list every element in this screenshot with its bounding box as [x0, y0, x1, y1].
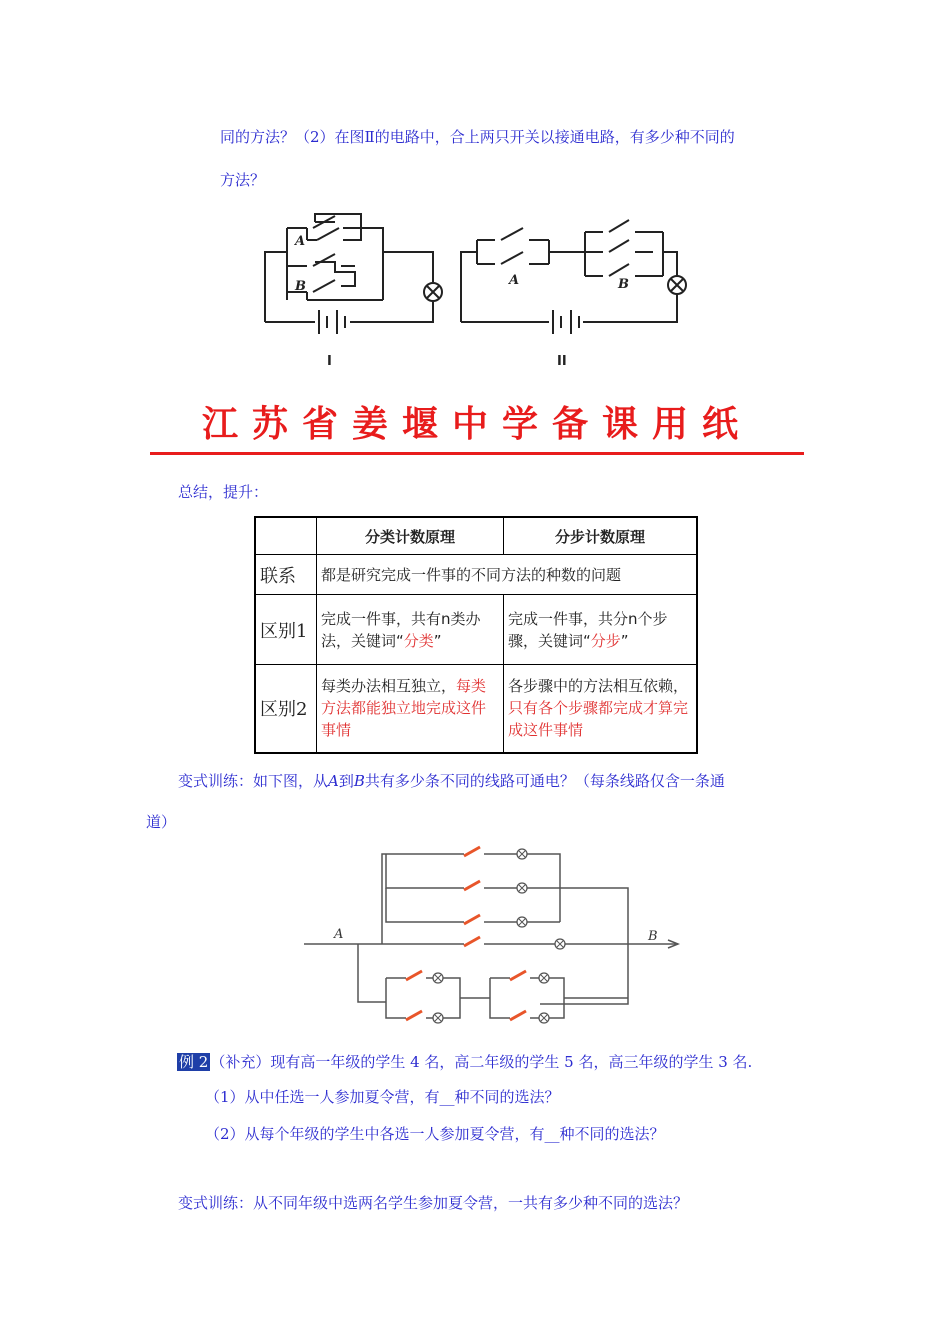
- cell-keyword: 分类: [403, 631, 434, 650]
- example2-line: [177, 1052, 752, 1072]
- circuit-figures: [255, 200, 695, 370]
- cell-text: 完成一件事，共有n类办法，关键词“: [321, 609, 481, 650]
- summary-label: 总结，提升：: [178, 483, 269, 501]
- variant1-a: A: [328, 772, 339, 790]
- cell-keyword: 分步: [590, 631, 621, 650]
- cell-text: 每类办法相互独立，: [321, 677, 457, 696]
- table-row: [255, 665, 697, 753]
- table-row: [255, 595, 697, 665]
- network-diagram: [300, 838, 690, 1023]
- example2-text: （补充）现有高一年级的学生 4 名，高二年级的学生 5 名，高三年级的学生 3 名.: [210, 1053, 753, 1071]
- example2-q1: （1）从中任选一人参加夏令营，有__种不同的选法？: [205, 1088, 560, 1106]
- cell-highlight: 只有各个步骤都完成才算完成这件事情: [508, 699, 689, 740]
- cell-diff2-col2: [504, 665, 698, 753]
- row-head-relation: 联系: [255, 555, 317, 595]
- table-header-row: [255, 517, 697, 555]
- variant1-pre: 变式训练：如下图，从: [178, 772, 329, 790]
- variant1-mid: 到: [338, 772, 354, 790]
- cell-text: 完成一件事，共分n个步骤，关键词“: [508, 609, 668, 650]
- question-text-line1: 同的方法？（2）在图Ⅱ的电路中，合上两只开关以接通电路，有多少种不同的: [220, 128, 735, 146]
- fig2-label-a: A: [509, 273, 520, 288]
- school-banner: 江苏省姜堰中学备课用纸: [201, 404, 752, 445]
- cell-text-end: ”: [620, 631, 629, 650]
- variant2-text: 变式训练：从不同年级中选两名学生参加夏令营，一共有多少种不同的选法？: [178, 1194, 689, 1212]
- table-corner-cell: [255, 517, 317, 555]
- variant1-line1: [178, 771, 725, 791]
- banner-divider: [150, 452, 804, 455]
- cell-diff2-col1: [317, 665, 504, 753]
- cell-diff1-col1: [317, 595, 504, 665]
- table-header-col1: 分类计数原理: [317, 517, 504, 555]
- question-text-line2: 方法？: [220, 171, 266, 189]
- example2-tag: 例 2: [179, 1053, 209, 1071]
- comparison-table: [254, 516, 698, 754]
- cell-text-end: ”: [433, 631, 442, 650]
- cell-text: 各步骤中的方法相互依赖，: [508, 677, 689, 696]
- table-header-col2: 分步计数原理: [504, 517, 698, 555]
- fig1-caption: I: [327, 354, 332, 369]
- variant1-b: B: [353, 772, 365, 790]
- table-row: [255, 555, 697, 595]
- network-label-a: A: [334, 927, 344, 942]
- row-head-diff1: 区别1: [255, 595, 317, 665]
- row-head-diff2: 区别2: [255, 665, 317, 753]
- cell-highlight: 每类方法都能独立地完成这件事情: [321, 677, 487, 740]
- fig1-label-b: B: [295, 279, 306, 294]
- fig2-label-b: B: [618, 277, 629, 292]
- cell-relation: 都是研究完成一件事的不同方法的种数的问题: [317, 555, 698, 595]
- fig2-caption: II: [557, 354, 567, 369]
- fig1-label-a: A: [295, 234, 306, 249]
- cell-diff1-col2: [504, 595, 698, 665]
- variant1-line2: 道）: [146, 813, 177, 831]
- example2-q2: （2）从每个年级的学生中各选一人参加夏令营，有__种不同的选法？: [205, 1125, 665, 1143]
- variant1-post: 共有多少条不同的线路可通电？（每条线路仅含一条通: [364, 772, 725, 790]
- network-label-b: B: [648, 929, 658, 944]
